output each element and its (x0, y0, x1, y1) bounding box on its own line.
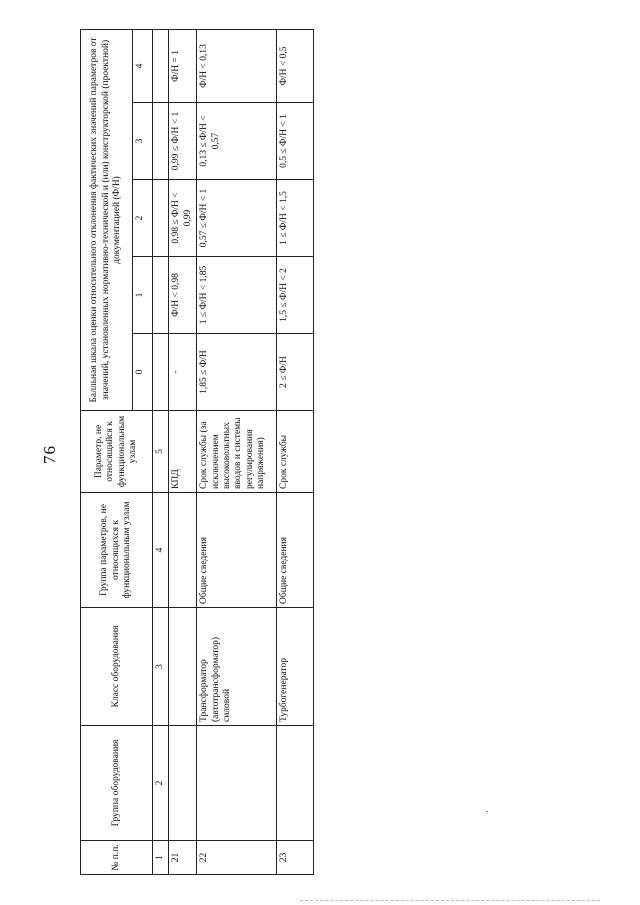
row-score-4: Ф/Н < 0,13 (197, 29, 277, 102)
empty-cell (153, 334, 169, 411)
row-param: КПД (169, 411, 197, 493)
row-param: Срок службы (за исключением высоковольтных вводов и системы регулирования напряжения) (197, 411, 277, 493)
header-param-group: Группа параметров, не относящихся к функциональным узлам (81, 493, 153, 608)
row-score-4: Ф/Н = 1 (169, 29, 197, 102)
row-group (197, 726, 277, 841)
header-param: Параметр, не относящийся к функциональным узлам (81, 411, 153, 493)
row-param-group: Общие сведения (197, 493, 277, 608)
column-numbers-row (153, 29, 169, 874)
row-score-1: 1 ≤ Ф/Н < 1,85 (197, 257, 277, 334)
table-row (169, 29, 197, 874)
row-score-0: 2 ≤ Ф/Н (277, 334, 314, 411)
empty-cell (153, 103, 169, 180)
header-group: Группа оборудования (81, 726, 153, 841)
row-number: 23 (277, 841, 314, 875)
scan-speck (486, 811, 488, 812)
row-class (169, 608, 197, 726)
col-number-3: 3 (153, 608, 169, 726)
header-class: Класс оборудования (81, 608, 153, 726)
row-score-2: 0,98 ≤ Ф/Н < 0,99 (169, 180, 197, 257)
scan-edge-line (300, 900, 600, 901)
scale-point-3: 3 (133, 103, 153, 180)
row-param-group: Общие сведения (277, 493, 314, 608)
empty-cell (153, 180, 169, 257)
row-score-2: 0,57 ≤ Ф/Н < 1 (197, 180, 277, 257)
row-group (277, 726, 314, 841)
col-number-2: 2 (153, 726, 169, 841)
col-number-4: 4 (153, 493, 169, 608)
header-row (81, 29, 133, 874)
row-number: 22 (197, 841, 277, 875)
row-param: Срок службы (277, 411, 314, 493)
row-score-3: 0,5 ≤ Ф/Н < 1 (277, 103, 314, 180)
row-score-1: Ф/Н < 0,98 (169, 257, 197, 334)
empty-cell (153, 29, 169, 102)
empty-cell (153, 257, 169, 334)
header-scale: Балльная шкала оценки относительного отклонения фактических значений параметров от значений, установленных нормативно-технической и (или) конструкторской (проектной) документацией (Ф/Н) (81, 29, 133, 410)
rotated-table-page (80, 30, 298, 875)
row-number: 21 (169, 841, 197, 875)
scale-point-1: 1 (133, 257, 153, 334)
row-score-0: - (169, 334, 197, 411)
table-row (197, 29, 277, 874)
page-number: 76 (40, 445, 59, 464)
row-score-4: Ф/Н < 0,5 (277, 29, 314, 102)
scale-point-2: 2 (133, 180, 153, 257)
col-number-5: 5 (153, 411, 169, 493)
table-row (277, 29, 314, 874)
row-score-3: 0,99 ≤ Ф/Н < 1 (169, 103, 197, 180)
equipment-scale-table (80, 29, 314, 875)
row-score-2: 1 ≤ Ф/Н < 1,5 (277, 180, 314, 257)
row-score-3: 0,13 ≤ Ф/Н < 0,57 (197, 103, 277, 180)
scale-point-4: 4 (133, 29, 153, 102)
row-param-group (169, 493, 197, 608)
row-score-1: 1,5 ≤ Ф/Н < 2 (277, 257, 314, 334)
row-score-0: 1,85 ≤ Ф/Н (197, 334, 277, 411)
header-num: № п.п. (81, 841, 153, 875)
scale-point-0: 0 (133, 334, 153, 411)
row-class: Трансформатор (автотрансформатор) силовой (197, 608, 277, 726)
row-group (169, 726, 197, 841)
col-number-1: 1 (153, 841, 169, 875)
row-class: Турбогенератор (277, 608, 314, 726)
